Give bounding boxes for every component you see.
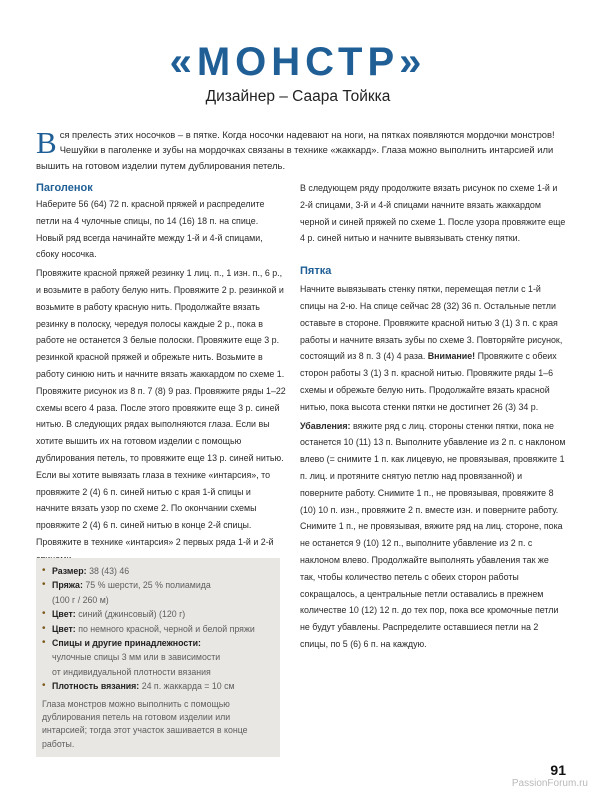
designer-subtitle: Дизайнер – Саара Тойкка bbox=[205, 88, 391, 105]
attention-label: Внимание! bbox=[427, 351, 476, 362]
info-item-color-main: • Цвет: синий (джинсовый) (120 г) bbox=[42, 607, 274, 621]
section-heading-cuff: Паголенок bbox=[36, 182, 93, 194]
info-item-needles: • Спицы и другие принадлежности: чулочные спицы 3 мм или в зависимости от индивидуальной плотности вязания bbox=[42, 636, 274, 679]
continue-paragraph: В следующем ряду продолжите вязать рисунок по схеме 1-й и 2-й спицами, 3-й и 4-й спицами начните вязать жаккардом черной и синей пряжей по схеме 1. После узора провяжите еще 4 р. синей нитью и начните вывязывать стенку пятки. bbox=[300, 183, 566, 244]
dropcap-letter: В bbox=[36, 125, 57, 160]
info-item-gauge: • Плотность вязания: 24 п. жаккарда = 10 см bbox=[42, 679, 274, 693]
info-item-size: • Размер: 38 (43) 46 bbox=[42, 564, 274, 578]
page-number: 91 bbox=[550, 762, 566, 778]
decrease-label: Убавления: bbox=[300, 420, 351, 431]
heel-paragraph: Начните вывязывать стенку пятки, перемещая петли с 1-й спицы на 2-ю. На спице сейчас 28 (32) 36 п. Остальные петли оставьте в стороне. Провяжите красной нитью 3 (1) 3 п. с края работы и начните вязать зубы по схеме 3. Повторяйте рисунок, состоящий из 8 п. 3 (4) 4 раза. Внимание! Провяжите с обеих сторон работы 3 (1) 3 п. красной нитью. Провяжите ряды 1–6 схемы и обрежьте белую нить. Продолжайте вязать красной нитью, пока высота стенки пятки не достигнет 26 (3) 34 р. bbox=[300, 284, 563, 412]
decrease-paragraph: Убавления: вяжите ряд с лиц. стороны стенки пятки, пока не останется 10 (11) 13 п. Выполните убавление из 2 п. с наклоном влево (= снимите 1 п. как лицевую, не провязывая, провяжите 1 п. лиц. и протяните снятую петлю над провязанной) и поверните работу. Снимите 1 п., не провязывая, провяжите 8 (10) 10 п. изн., провяжите 2 п. вместе изн. и поверните работу. Снимите 1 п., не провязывая, вяжите ряд на лиц. стороне, пока не останется 9 (10) 12 п., выполните убавление из 2 п. с наклоном влево. Продолжайте выполнять убавления так же так, чтобы количество петель с обеих сторон работы сокращалось, а центральные петли оставались в прежнем количестве 10 (12) 12 п. до тех пор, пока все кромочные петли не будут убавлены. Распределите оставшиеся петли на 2 спицы, по 5 (6) 6 п. на каждую. bbox=[300, 420, 566, 649]
left-column bbox=[36, 180, 286, 568]
cuff-paragraph-1: Наберите 56 (64) 72 п. красной пряжей и распределите петли на 4 чулочные спицы, по 14 (16) 18 п. на спице. Новый ряд всегда начинайте между 1-й и 4-й спицами, сбоку носочка. bbox=[36, 199, 265, 260]
cuff-paragraph-2: Провяжите красной пряжей резинку 1 лиц. п., 1 изн. п., 6 р., и возьмите в работу белую нить. Провяжите 2 р. резинкой и возьмите в работу красную нить. Продолжайте вязать резинку в полоску, чередуя полосы каждые 2 р., пока в работе не останется 3 белые полоски. Провяжите еще 3 р. резинкой красной пряжей и обрежьте нить. Возьмите в работу синюю нить и начните вязать жаккардом по схеме 1. Провяжите рисунок из 8 п. 7 (8) 9 раз. Провяжите ряды 1–22 схемы всего 4 раза. После этого провяжите еще 3 р. синей нитью. В следующих рядах выполняются глаза. Если вы хотите вышить их на готовом изделии с помощью дублирования петель, то провяжите еще 13 р. синей нитью. Если вы хотите вывязать глаза в технике «интарсия», то провяжите 2 (4) 6 п. синей нитью с края 1-й спицы и начните вязать узор по схеме 2. По окончании схемы провяжите 2 (4) 6 п. синей нитью в конце 2-й спицы. Провяжите в технике «интарсия» 2 первых ряда 1-й и 2-й bbox=[36, 268, 286, 547]
materials-info-box bbox=[36, 558, 280, 757]
info-item-yarn: • Пряжа: 75 % шерсти, 25 % полиамида (100 г / 260 м) bbox=[42, 578, 274, 607]
intro-paragraph bbox=[36, 127, 564, 173]
info-note: Глаза монстров можно выполнить с помощью дублирования петель на готовом изделии или интарсией; тогда этот участок зашивается в конце работы. bbox=[42, 698, 248, 749]
materials-list bbox=[36, 564, 280, 694]
right-column bbox=[300, 180, 566, 653]
page-title: «МОНСТР» bbox=[169, 40, 427, 84]
section-heading-heel: Пятка bbox=[300, 265, 332, 278]
info-item-color-extra: • Цвет: по немного красной, черной и белой пряжи bbox=[42, 622, 274, 636]
watermark: PassionForum.ru bbox=[511, 778, 588, 789]
intro-text: ся прелесть этих носочков – в пятке. Когда носочки надевают на ноги, на пятках появляются мордочки монстров! Чешуйки в паголенке и зубы на мордочках связаны в технике «жаккард». Глаза можно выполнить интарсией или вышить на готовом изделии путем дублирования петель. bbox=[36, 129, 555, 171]
